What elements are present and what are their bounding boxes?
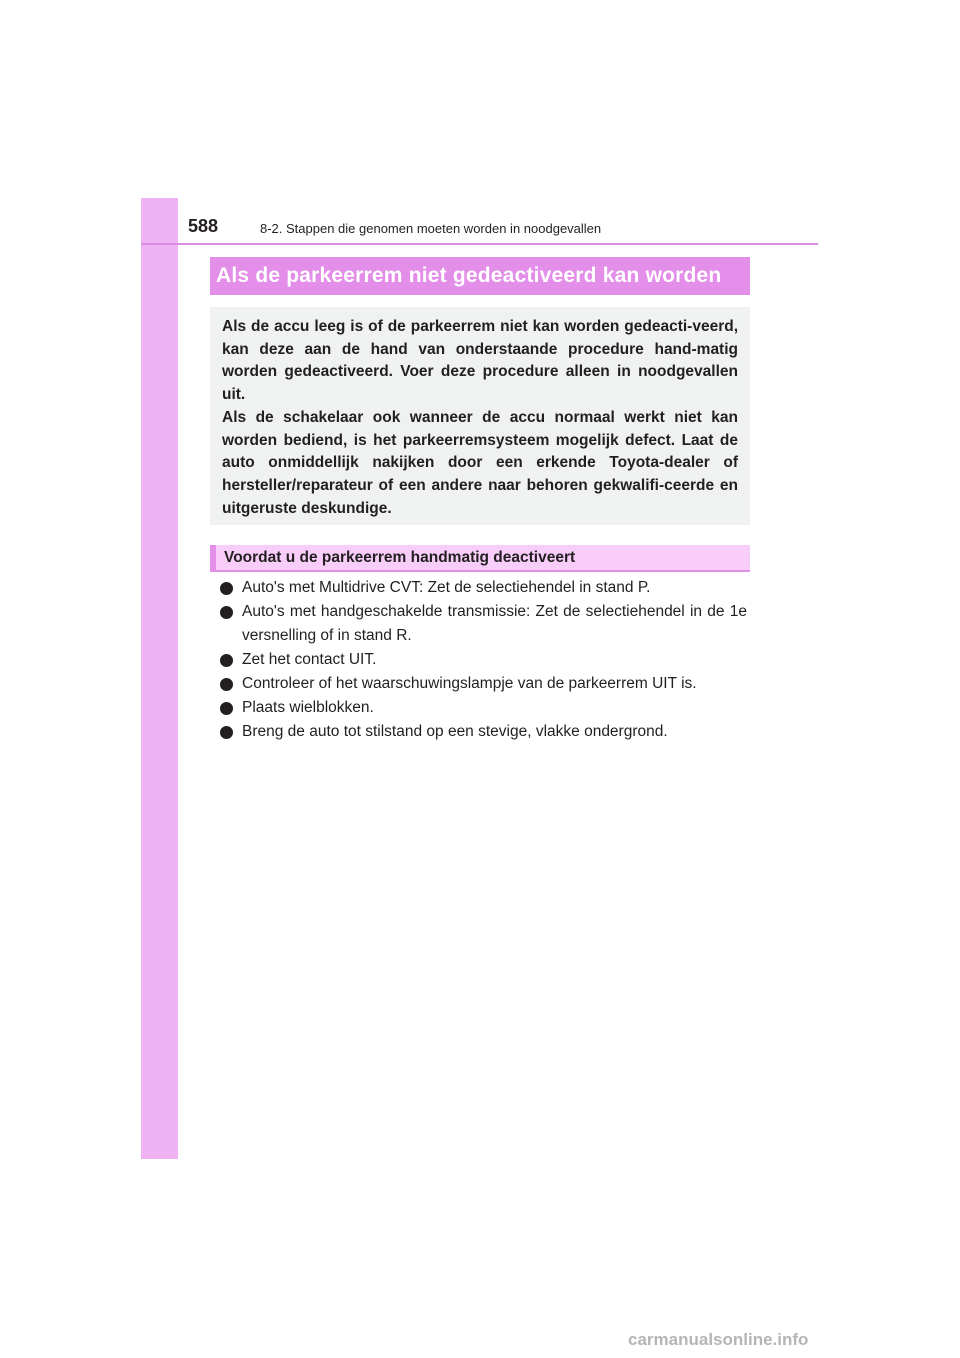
watermark-text: carmanualsonline.info [628, 1330, 809, 1349]
list-item [218, 672, 747, 696]
section-title: Als de parkeerrem niet gedeactiveerd kan worden [216, 264, 722, 287]
subsection-header [210, 545, 750, 572]
list-item-text: Plaats wielblokken. [242, 699, 374, 716]
bullet-icon [220, 654, 233, 667]
chapter-side-tab [141, 198, 178, 1159]
intro-box [210, 307, 750, 525]
list-item [218, 720, 747, 744]
list-item-text: Auto's met handgeschakelde transmissie: Zet de selectiehendel in de 1e versnelling of in stand R. [242, 603, 747, 644]
list-item-text: Zet het contact UIT. [242, 651, 377, 668]
bullet-icon [220, 726, 233, 739]
header-divider [141, 243, 818, 245]
section-reference: 8-2. Stappen die genomen moeten worden in noodgevallen [260, 221, 602, 236]
list-item [218, 696, 747, 720]
list-item-text: Controleer of het waarschuwingslampje van de parkeerrem UIT is. [242, 675, 697, 692]
intro-paragraph-2: Als de schakelaar ook wanneer de accu normaal werkt niet kan worden bediend, is het parkeerremsysteem mogelijk defect. Laat de auto onmiddellijk nakijken door een erkende Toyota-dealer of hersteller/reparateur of een andere naar behoren gekwalifi-ceerde en uitgeruste deskundige. [222, 408, 738, 517]
bullet-icon [220, 606, 233, 619]
list-item-text: Auto's met Multidrive CVT: Zet de selectiehendel in stand P. [242, 579, 651, 596]
bullet-icon [220, 582, 233, 595]
list-item-text: Breng de auto tot stilstand op een stevige, vlakke ondergrond. [242, 723, 668, 740]
preparation-list [218, 576, 747, 744]
page-number: 588 [188, 216, 219, 236]
list-item [218, 576, 747, 600]
bullet-icon [220, 678, 233, 691]
list-item [218, 600, 747, 648]
subsection-title: Voordat u de parkeerrem handmatig deactiveert [224, 548, 576, 566]
list-item [218, 648, 747, 672]
section-title-bar [210, 257, 750, 295]
bullet-icon [220, 702, 233, 715]
intro-paragraph-1: Als de accu leeg is of de parkeerrem niet kan worden gedeacti-veerd, kan deze aan de hand van onderstaande procedure hand-matig worden gedeactiveerd. Voer deze procedure alleen in noodgevallen uit. [222, 318, 738, 404]
